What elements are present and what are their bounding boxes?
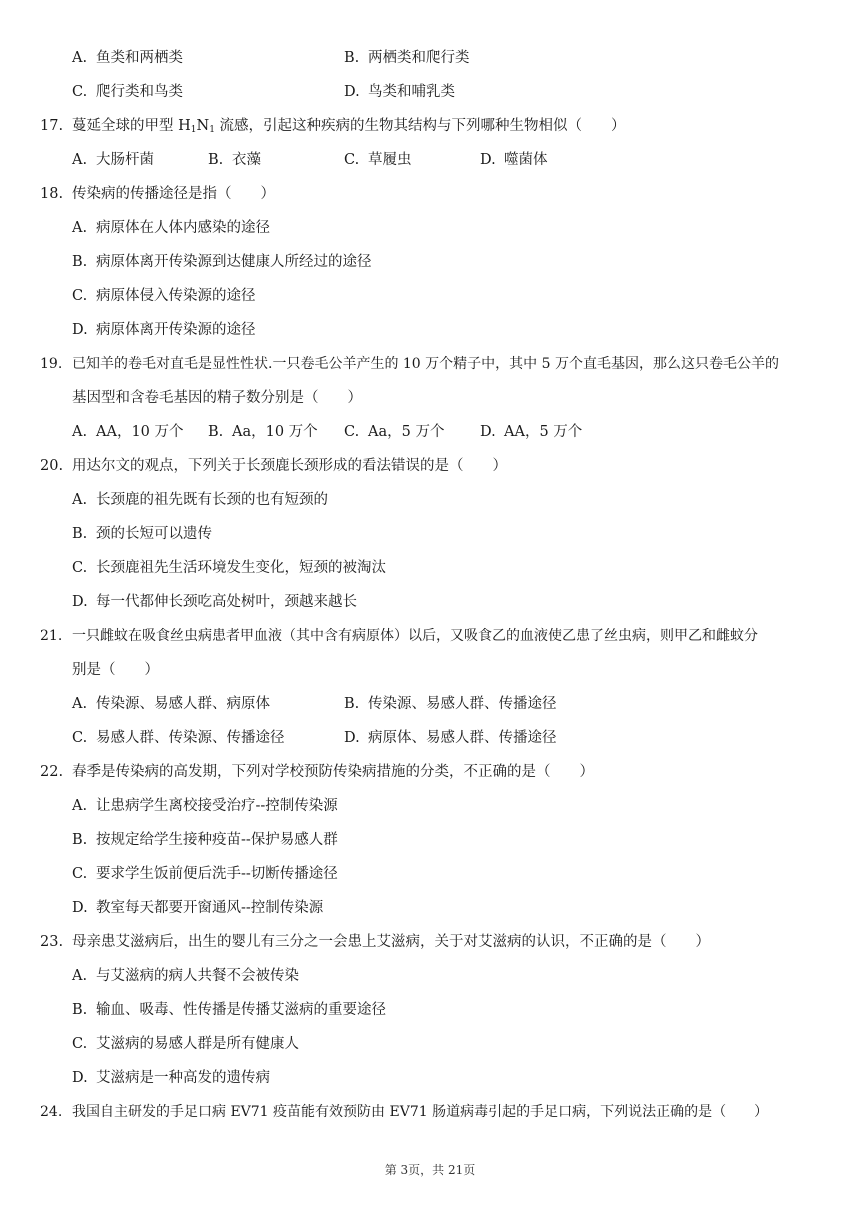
q23-stem: 23. 母亲患艾滋病后，出生的婴儿有三分之一会患上艾滋病，关于对艾滋病的认识，不正确的是（ ） bbox=[40, 930, 830, 954]
question-number: 17. bbox=[40, 118, 64, 134]
q18-option-a: A. 病原体在人体内感染的途径 bbox=[72, 220, 270, 236]
q20-option-d: D. 每一代都伸长颈吃高处树叶，颈越来越长 bbox=[72, 594, 357, 610]
q23-option-d: D. 艾滋病是一种高发的遗传病 bbox=[72, 1070, 270, 1086]
q20-option-b: B. 颈的长短可以遗传 bbox=[72, 526, 212, 542]
q19-stem-line-2: 基因型和含卷毛基因的精子数分别是（ ） bbox=[72, 390, 362, 406]
q22-option-d: D. 教室每天都要开窗通风--控制传染源 bbox=[72, 900, 324, 916]
question-number: 19. bbox=[40, 356, 63, 372]
q19-options-row bbox=[40, 420, 830, 444]
q21-stem-line-2: 别是（ ） bbox=[72, 662, 159, 678]
q21-option-a: A. 传染源、易感人群、病原体 bbox=[72, 696, 270, 712]
question-number: 20. bbox=[40, 458, 64, 474]
question-number: 22. bbox=[40, 764, 64, 780]
q21-option-c: C. 易感人群、传染源、传播途径 bbox=[72, 730, 285, 746]
q19-option-d: D. AA，5 万个 bbox=[480, 424, 583, 440]
question-number: 21. bbox=[40, 628, 63, 644]
q20-stem: 20. 用达尔文的观点，下列关于长颈鹿长颈形成的看法错误的是（ ） bbox=[40, 454, 830, 478]
question-number: 24. bbox=[40, 1104, 63, 1120]
q22-option-c: C. 要求学生饭前便后洗手--切断传播途径 bbox=[72, 866, 338, 882]
q22-stem: 22. 春季是传染病的高发期，下列对学校预防传染病措施的分类，不正确的是（ ） bbox=[40, 760, 830, 784]
q24-stem: 24. 我国自主研发的手足口病 EV71 疫苗能有效预防由 EV71 肠道病毒引起的手足口病，下列说法正确的是（ ） bbox=[40, 1100, 830, 1124]
q17-option-d: D. 噬菌体 bbox=[480, 152, 548, 168]
q19-option-b: B. Aa，10 万个 bbox=[208, 424, 318, 440]
q21-option-d: D. 病原体、易感人群、传播途径 bbox=[344, 730, 557, 746]
question-number: 23. bbox=[40, 934, 64, 950]
q19-stem-line-1: 19. 已知羊的卷毛对直毛是显性性状.一只卷毛公羊产生的 10 万个精子中，其中 5 万个直毛基因，那么这只卷毛公羊的 bbox=[40, 352, 830, 376]
q21-stem-line-1: 21. 一只雌蚊在吸食丝虫病患者甲血液（其中含有病原体）以后，又吸食乙的血液使乙患了丝虫病，则甲乙和雌蚊分 bbox=[40, 624, 830, 648]
q23-option-b: B. 输血、吸毒、性传播是传播艾滋病的重要途径 bbox=[72, 1002, 386, 1018]
q20-option-c: C. 长颈鹿祖先生活环境发生变化，短颈的被淘汰 bbox=[72, 560, 386, 576]
q22-option-a: A. 让患病学生离校接受治疗--控制传染源 bbox=[72, 798, 338, 814]
q16-options-row-2 bbox=[40, 80, 830, 104]
page-footer: 第 3页，共 21页 bbox=[384, 1163, 476, 1177]
q19-option-a: A. AA，10 万个 bbox=[72, 424, 184, 440]
q16-options-row-1 bbox=[40, 46, 830, 70]
q19-option-c: C. Aa，5 万个 bbox=[344, 424, 445, 440]
q16-option-b: B. 两栖类和爬行类 bbox=[344, 50, 470, 66]
q18-stem: 18. 传染病的传播途径是指（ ） bbox=[40, 182, 830, 206]
q22-option-b: B. 按规定给学生接种疫苗--保护易感人群 bbox=[72, 832, 338, 848]
q18-option-b: B. 病原体离开传染源到达健康人所经过的途径 bbox=[72, 254, 372, 270]
q16-option-a: A. 鱼类和两栖类 bbox=[72, 50, 183, 66]
q16-option-c: C. 爬行类和鸟类 bbox=[72, 84, 183, 100]
q21-options-row-1 bbox=[40, 692, 830, 716]
q16-option-d: D. 鸟类和哺乳类 bbox=[344, 84, 455, 100]
q17-options-row bbox=[40, 148, 830, 172]
q17-option-c: C. 草履虫 bbox=[344, 152, 412, 168]
q21-options-row-2 bbox=[40, 726, 830, 750]
q23-option-c: C. 艾滋病的易感人群是所有健康人 bbox=[72, 1036, 299, 1052]
q17-stem: 17. 蔓延全球的甲型 $H_1N_1$ 流感，引起这种疾病的生物其结构与下列哪种生物相似（ ） bbox=[40, 114, 830, 138]
q23-option-a: A. 与艾滋病的病人共餐不会被传染 bbox=[72, 968, 299, 984]
q17-option-a: A. 大肠杆菌 bbox=[72, 152, 154, 168]
q20-option-a: A. 长颈鹿的祖先既有长颈的也有短颈的 bbox=[72, 492, 328, 508]
question-number: 18. bbox=[40, 186, 64, 202]
q18-option-c: C. 病原体侵入传染源的途径 bbox=[72, 288, 256, 304]
q17-option-b: B. 衣藻 bbox=[208, 152, 261, 168]
q18-option-d: D. 病原体离开传染源的途径 bbox=[72, 322, 256, 338]
q21-option-b: B. 传染源、易感人群、传播途径 bbox=[344, 696, 557, 712]
